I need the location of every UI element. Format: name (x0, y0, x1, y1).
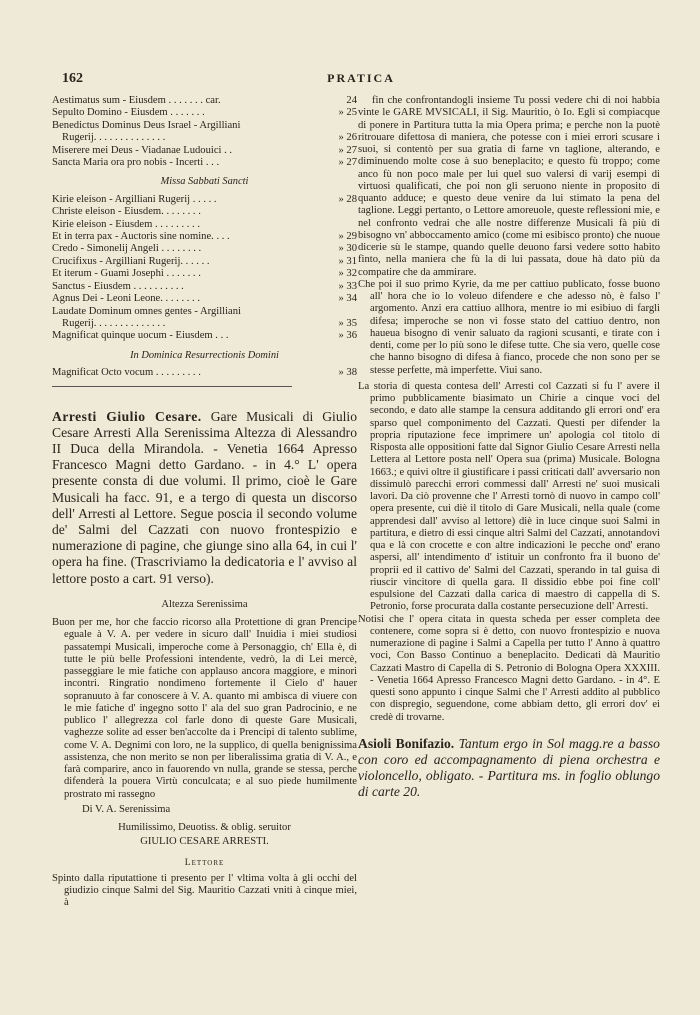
contents-page: » 35 (338, 317, 357, 329)
contents-page: 24 (346, 95, 357, 106)
contents-page (317, 219, 357, 231)
contents-title: Credo - Simonelij Angeli . . . . . . . . (52, 243, 202, 255)
contents-page: » 32 (338, 268, 357, 280)
contents-title: Rugerij. . . . . . . . . . . . . . (62, 132, 166, 144)
contents-page: » 31 (338, 255, 357, 267)
contents-title: Et iterum - Guamì Josephi . . . . . . . (52, 268, 201, 280)
contents-row (52, 367, 357, 379)
contents-title: Miserere mei Deus - Viadanae Ludouici . . (52, 144, 233, 156)
section-heading: In Dominica Resurrectionis Domini (130, 349, 279, 361)
contents-row (52, 243, 357, 255)
contents-page (317, 306, 357, 318)
contents-page: » 29 (338, 231, 357, 243)
contents-title: Sanctus - Eiusdem . . . . . . . . . . (52, 280, 184, 292)
contents-title: Sepulto Domino - Eiusdem . . . . . . . (52, 107, 205, 119)
contents-row (52, 318, 357, 330)
contents-page: » 27 (338, 144, 357, 156)
contents-row (52, 194, 357, 206)
contents-row (52, 219, 357, 231)
left-column (52, 95, 357, 910)
contents-page: » 25 (338, 107, 357, 119)
contents-row (52, 231, 357, 243)
contents-page: » 26 (338, 132, 357, 144)
lettore-text: Spinto dalla riputattione ti presento per l' vltima volta à gli occhi del giudizio cinque Salmi del Sig. Mauritio Cazzati vniti à cinque miei, à (52, 872, 357, 909)
contents-row (52, 206, 357, 218)
contents-row (52, 95, 357, 107)
contents-title: Crucifixus - Argilliani Rugerij. . . . . . (52, 255, 210, 267)
contents-row (52, 256, 357, 268)
contents-page: » 34 (338, 293, 357, 305)
section-heading: Missa Sabbati Sancti (160, 176, 249, 188)
contents-row (52, 268, 357, 280)
divider (52, 386, 292, 387)
contents-page: » 33 (338, 280, 357, 292)
contents-row (52, 306, 357, 318)
dedication (52, 599, 357, 910)
contents-row (52, 281, 357, 293)
lettore-paragraph: Che poi il suo primo Kyrie, da me per cattiuo publicato, fosse buono all' hora che io lo voleuo difendere e che adesso nò, è falso l' argomento. Anzi era cattiuo allhora, mentre io mi esibiuo di fargli difesa; imperoche se non vi fosse stato del cattiuo dentro, non haueua bisogno di venir saluato da ragioni scusanti, e tirate con i denti, come per lo più sono le difese tutte. Che sia vero, quelle cose che hanno bisogno di difesa à fianco, procede che non sono per se stesse perfette, mà imperfette. Viui sano. (358, 278, 660, 376)
contents-title: Christe eleison - Eiusdem. . . . . . . . (52, 206, 201, 218)
lettore-continuation: fin che confrontandogli insieme Tu possi vedere chi di noi habbia vinte le GARE MVSICALI, il Sig. Mauritio, ò Io. Egli si compiacque di ponere in Partitura tutta la mia Opera prima; e perche non la puotè ritrouare difettosa di maniera, che potesse con i miei errori scusare i suoi, si contentò per sua gratia di farne vn taglione, alterando, e diminuendo molte cose à suo beneplacito; e questo fù troppo; come anco fù non poco male per lui quel suo valersi di varij esempi di virtuosi qualificati, che poi non gli seruono niente in proposito di quanto adduce; e questo deue venire da lui stimato la pena del taglione. Leggi pertanto, o Lettore amoreuole, queste reflessioni mie, e nel confronto vedrai che alle nostre differenze Musicali fà più di bisogno vn' abboccamento amico (come mi esibisco pronto) che nuoue dicerie sù le stampe, quando quelle deuono farsi vedere sotto habito finto, nella maniera che fù la di lui passata, doue hà dato più da compatire che da ammirare. (358, 95, 660, 278)
entry-body: Tantum ergo in Sol magg.re a basso con coro ed accompagnamento di piena orchestra e violoncello, obligato. - Partitura ms. in foglio oblungo di carte 20. (358, 735, 660, 800)
contents-title: Kirie eleison - Argilliani Rugerij . . . . . (52, 193, 217, 205)
contents-page: » 36 (338, 330, 357, 342)
contents-row (52, 330, 357, 342)
dedication-closing: Di V. A. Serenissima (82, 803, 171, 815)
contents-row (52, 107, 357, 119)
contents-title: Rugerij. . . . . . . . . . . . . . (62, 317, 166, 329)
right-column (358, 95, 660, 801)
page-number: 162 (62, 71, 83, 86)
running-head: PRATICA (327, 71, 395, 85)
contents-page: » 30 (338, 243, 357, 255)
contents-title: Magnificat quinque uocum - Eiusdem . . . (52, 330, 229, 342)
contents-row (52, 293, 357, 305)
signature-line: Humilissimo, Deuotiss. & oblig. seruitor (118, 822, 291, 834)
contents-page: » 38 (338, 367, 357, 379)
asioli-entry (358, 736, 660, 801)
contents-row (52, 132, 357, 144)
contents-row (52, 120, 357, 132)
contents-row (52, 157, 357, 169)
contents-list (52, 95, 357, 387)
contents-title: Aestimatus sum - Eiusdem . . . . . . . car. (52, 95, 221, 106)
contents-page: » 27 (338, 157, 357, 169)
contents-page: » 28 (338, 193, 357, 205)
contents-title: Sancta Maria ora pro nobis - Incerti . . . (52, 157, 220, 169)
entry-body: Gare Musicali di Giulio Cesare Arresti Alla Serenissima Altezza di Alessandro II Duca della Mirandola. - Venetia 1664 Apresso Francesco Magni detto Gardano. - in 4.° L' opera presente consta di due volumi. Il primo, cioè le Gare Musicali ha facc. 91, e a tergo di questa un discorso dell' Arresti al Lettore. Segue poscia il secondo volume de' Salmi del Cazzati con nuovo frontespizio e numerazione di pagine, che giunge sino alla 64, in cui l' opera ha fine. (Trascriviamo la dedicatoria e l' avviso al lettore posto a cart. 91 verso). (52, 408, 357, 586)
contents-title: Laudate Dominum omnes gentes - Argilliani (52, 305, 241, 317)
completeness-note: Notisi che l' opera citata in questa scheda per esser completa dee contenere, come sopra si è detto, con nuovo frontespizio e nuova numerazione di pagine i Salmi a Capella per tutto l' Anno à quattro voci, Con Basso Continuo a beneplacito. Dedicati dà Mauritio Cazzati Mastro di Capella di S. Petronio di Bologna Opera XXXIII. - Venetia 1664 Apresso Francesco Magni detto Gardano. - in 4°. E questi sono appunto i cinque Salmi che l' Arresti addito al pubblico con dispregio, seguendone, come abbiam detto, gli errori dov' ei credè di trovarne. (358, 613, 660, 723)
contents-title: Benedictus Dominus Deus Israel - Argilliani (52, 119, 241, 131)
dedication-text: Buon per me, hor che faccio ricorso alla Protettione di gran Prencipe eguale à V. A. per vedere in sicuro dall' Inuidia i miei studiosi passatempi Musicali, imperoche come à Personaggio, ch' Ella è, di tutte le più belle Professioni intendente, vedrò, la di Lei mercè, passeggiare le mie fatiche con applauso ancora maggiore, e minori incontri. Ringratio nondimeno fortemente il Cielo d' hauer sopranuuto à far conoscere à V. A. quanto mi ambisca di viuere con le mie fatiche d' ingegno sotto l' ala del suo gran Padrocinio, e ne publico l' allegrezza col farle dono di queste Gare Musicali, vaghezze solite ad esser ben'accolte da i Prencipi di talento sublime, come V. A. Degnimi con loro, ne la supplico, di quella benignissima assistenza, che non merito se non per liberalissima gratia di V. A., e farà comparire, anco in fauorendo vn nulla, grande se stessa, perche difenderà la pouera Virtù conculcata; e al suo piede humilmente prostrato mi rassegno (52, 617, 357, 800)
history-note: La storia di questa contesa dell' Arresti col Cazzati si fu l' avere il primo pubblicamente biasimato un Chirie a cinque voci del secondo, e dato alle stampe la censura additando gli errori ond' era sparso quel componimento del Cazzati. Questi per difender la propria riputazione fece imprimere un' apologia col titolo di Risposta alle oppositioni fatte dal Signor Giulio Cesare Arresti nella Lettera al Lettore posta nell' Opera sua (prima) Musicale. Bologna 1663.; e quivi oltre il giustificare i passi criticati dall' avversario non dissimulò parecchi errori commessi dall' Arresti ne' suoi musicali lavori. Da ciò provenne che l' Arresti tornò di nuovo in campo coll' opera presente, cui diè il titolo di Gare Musicali, nella quale (come apprendesi dall' avviso al lettore) diè in luce cinque suoi Salmi in partitura, e dietro di essi cinque altri Salmi del Cazzati, annotandovi qua e là con crocette e con altre indicazioni le pecche ond' erano aspersi, all' intendimento d' istituir un confronto fra il buono de' proprii ed il cattivo de' Salmi del Cazzati, sperando in tal guisa di riuscir vincitore di quella gara. Il dissidio ebbe poi fine coll' espulsione del Cazzati dalla carica di maestro di cappella di S. Petronio, forse procurata dalla costante persecuzione dell' Arresti. (358, 380, 660, 613)
contents-page (317, 120, 357, 132)
entry-heading: Asioli Bonifazio. (358, 735, 455, 751)
contents-title: Et in terra pax - Auctoris sine nomine. . . . (52, 231, 230, 243)
signature-name: GIULIO CESARE ARRESTI. (140, 836, 269, 848)
arresti-entry (52, 409, 357, 587)
page-header (62, 71, 660, 91)
contents-row (52, 145, 357, 157)
entry-heading: Arresti Giulio Cesare. (52, 408, 202, 424)
contents-title: Magnificat Octo vocum . . . . . . . . . (52, 367, 201, 379)
dedication-title: Altezza Serenissima (161, 598, 248, 610)
contents-title: Agnus Dei - Leoni Leone. . . . . . . . (52, 293, 200, 305)
contents-title: Kirie eleison - Eiusdem . . . . . . . . . (52, 218, 200, 230)
lettore-title: Lettore (184, 856, 225, 868)
contents-page (317, 206, 357, 218)
